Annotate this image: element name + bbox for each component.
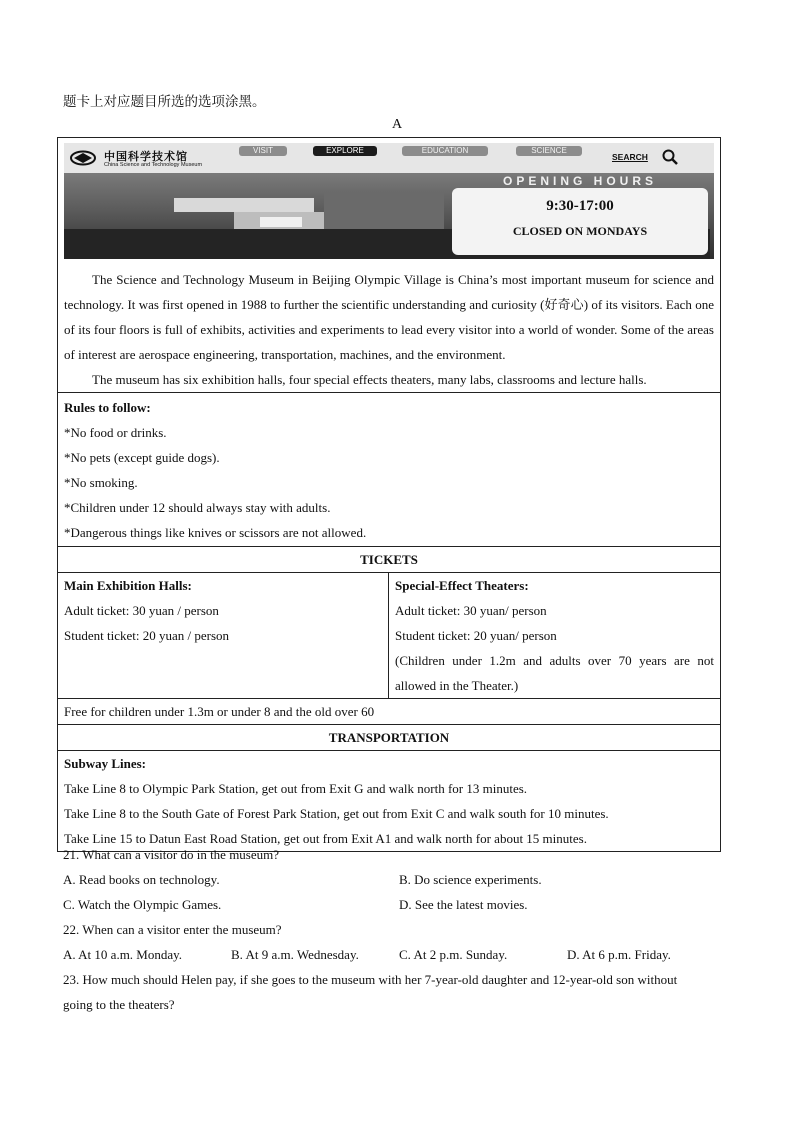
intro-instruction: 题卡上对应题目所选的选项涂黑。 [63, 94, 266, 110]
rules-section [58, 392, 720, 546]
rules-heading: Rules to follow: [64, 400, 151, 415]
search-icon[interactable] [662, 149, 678, 165]
opening-hours-box [452, 188, 708, 255]
free-admission-note: Free for children under 1.3m or under 8 and the old over 60 [58, 698, 720, 724]
theater-adult-ticket: Adult ticket: 30 yuan/ person [395, 603, 547, 618]
subway-line: Take Line 15 to Datun East Road Station, get out from Exit A1 and walk north for about 15 minutes. [64, 831, 587, 846]
main-student-ticket: Student ticket: 20 yuan / person [64, 628, 230, 643]
option-21-b: B. Do science experiments. [399, 872, 542, 887]
logo-text-en: China Science and Technology Museum [104, 162, 203, 168]
website-navbar [64, 143, 714, 173]
rule-item: *Children under 12 should always stay with adults. [64, 500, 331, 515]
nav-tab-visit[interactable]: VISIT [239, 146, 287, 156]
theater-student-ticket: Student ticket: 20 yuan/ person [395, 628, 557, 643]
theater-restriction-note: (Children under 1.2m and adults over 70 years are not [395, 653, 714, 668]
subway-line: Take Line 8 to Olympic Park Station, get out from Exit G and walk north for 13 minutes. [64, 781, 528, 796]
theater-restriction-note: allowed in the Theater.) [395, 678, 519, 693]
search-link[interactable]: SEARCH [612, 152, 648, 162]
tickets-table [58, 572, 720, 698]
transportation-heading: TRANSPORTATION [58, 724, 720, 750]
nav-tab-science[interactable]: SCIENCE [516, 146, 582, 156]
theater-title: Special-Effect Theaters: [395, 578, 529, 593]
option-21-a: A. Read books on technology. [63, 872, 220, 887]
rule-item: *Dangerous things like knives or scissors are not allowed. [64, 525, 367, 540]
main-adult-ticket: Adult ticket: 30 yuan / person [64, 603, 219, 618]
museum-logo-icon [70, 150, 96, 166]
option-22-b: B. At 9 a.m. Wednesday. [231, 947, 359, 962]
passage-frame [57, 137, 721, 852]
opening-hours-title: OPENING HOURS [502, 174, 657, 188]
option-21-c: C. Watch the Olympic Games. [63, 897, 222, 912]
facilities-paragraph: The museum has six exhibition halls, four special effects theaters, many labs, classrooms and lecture halls. [92, 372, 647, 387]
nav-tab-explore[interactable]: EXPLORE [313, 146, 377, 156]
nav-tab-education[interactable]: EDUCATION [402, 146, 488, 156]
subway-heading: Subway Lines: [64, 756, 146, 771]
tickets-heading: TICKETS [58, 546, 720, 572]
passage-label: A [391, 117, 403, 132]
option-22-c: C. At 2 p.m. Sunday. [399, 947, 508, 962]
question-21: 21. What can a visitor do in the museum? [63, 847, 280, 862]
option-22-a: A. At 10 a.m. Monday. [63, 947, 183, 962]
main-halls-tickets [58, 573, 389, 698]
theater-tickets [389, 573, 720, 698]
rule-item: *No smoking. [64, 475, 138, 490]
main-halls-title: Main Exhibition Halls: [64, 578, 192, 593]
museum-website-banner [64, 143, 714, 259]
rule-item: *No food or drinks. [64, 425, 167, 440]
option-21-d: D. See the latest movies. [399, 897, 528, 912]
intro-paragraph: The Science and Technology Museum in Beijing Olympic Village is China’s most important museum for science and technology. It was first opened in 1988 to further the scientific understanding and curiosity (好奇心) of its visitors. Each one of its four floors is full of exhibits, activities and experiments to lead every visitor into a world of wonder. Some of the areas of interest are aerospace engineering, transportation, machines, and the environment. [64, 272, 714, 362]
rule-item: *No pets (except guide dogs). [64, 450, 220, 465]
closed-days-note: CLOSED ON MONDAYS [512, 224, 648, 238]
logo-text-cn: 中国科学技术馆 [104, 150, 188, 163]
transportation-section [58, 750, 720, 851]
question-22: 22. When can a visitor enter the museum? [63, 922, 282, 937]
question-23-continued: going to the theaters? [63, 997, 175, 1012]
option-22-d: D. At 6 p.m. Friday. [567, 947, 671, 962]
subway-line: Take Line 8 to the South Gate of Forest Park Station, get out from Exit C and walk south for 10 minutes. [64, 806, 609, 821]
question-23: 23. How much should Helen pay, if she goes to the museum with her 7-year-old daughter and 12-year-old son without [63, 972, 678, 987]
opening-hours-time: 9:30-17:00 [546, 198, 614, 214]
